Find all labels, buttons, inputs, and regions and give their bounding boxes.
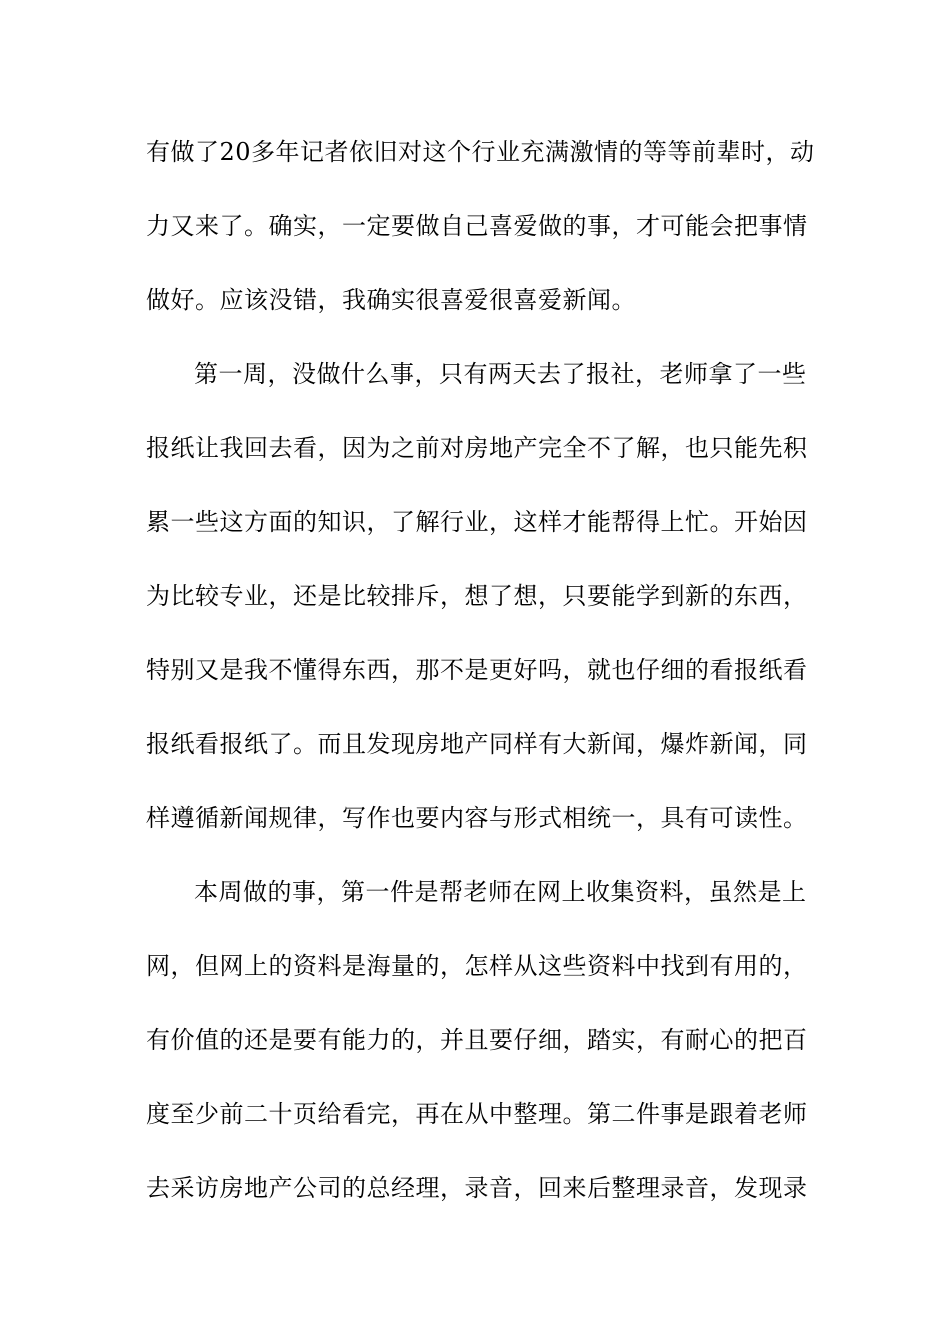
text-line: 去采访房地产公司的总经理，录音，回来后整理录音，发现录: [146, 1174, 808, 1202]
text-line: 网，但网上的资料是海量的，怎样从这些资料中找到有用的，: [146, 952, 808, 980]
text-line: 特别又是我不懂得东西，那不是更好吗，就也仔细的看报纸看: [146, 656, 808, 684]
text-line: 样遵循新闻规律，写作也要内容与形式相统一，具有可读性。: [146, 804, 808, 832]
text-line: 有做了20多年记者依旧对这个行业充满激情的等等前辈时，动: [146, 138, 815, 166]
text-line: 累一些这方面的知识，了解行业，这样才能帮得上忙。开始因: [146, 508, 808, 536]
paragraph-start-line: 第一周，没做什么事，只有两天去了报社，老师拿了一些: [194, 360, 807, 388]
text-line: 度至少前二十页给看完，再在从中整理。第二件事是跟着老师: [146, 1100, 808, 1128]
text-line: 有价值的还是要有能力的，并且要仔细，踏实，有耐心的把百: [146, 1026, 808, 1054]
text-line: 为比较专业，还是比较排斥，想了想，只要能学到新的东西，: [146, 582, 808, 610]
text-line: 力又来了。确实，一定要做自己喜爱做的事，才可能会把事情: [146, 212, 808, 240]
text-line: 做好。应该没错，我确实很喜爱很喜爱新闻。: [146, 286, 636, 314]
paragraph-start-line: 本周做的事，第一件是帮老师在网上收集资料，虽然是上: [194, 878, 807, 906]
text-line: 报纸看报纸了。而且发现房地产同样有大新闻，爆炸新闻，同: [146, 730, 808, 758]
text-line: 报纸让我回去看，因为之前对房地产完全不了解，也只能先积: [146, 434, 808, 462]
document-body: [146, 132, 815, 1242]
